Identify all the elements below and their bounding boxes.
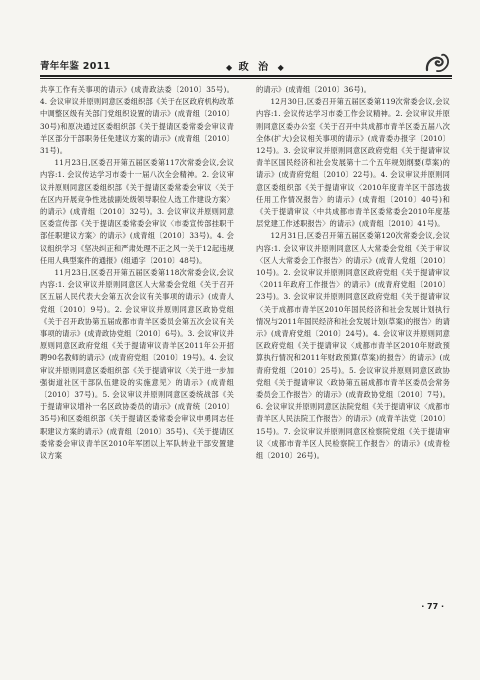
header-rule-thin — [40, 78, 452, 79]
paragraph: 共享工作有关事项的请示》(成青政法委〔2010〕35号)。4. 会议审议并原则同意区委组织部《关于在区政府机构改革中调整区级有关部门党组织设置的请示》(成青组〔2010〕30号)和原决通过区委组织部《关于提请区委常委会审议青羊区部分干部职务任免建议方案的请示》(成青组〔2010〕31号)。 — [40, 85, 234, 156]
paragraph: 12月30日,区委召开第五届区委第119次常委会议,会议内容:1. 会议传达学习市委工作会议精神。2. 会议审议并原则同意区委办公室《关于召开中共成都市青羊区委五届八次全体(扩大)会议相关事项的请示》(成青委办报字〔2010〕12号)。3. 会议审议并原则同意区政府党组《关于提请审议青羊区国民经济和社会发展第十二个五年规划纲要(草案)的请示》(成青府党组〔2010〕22号)。4. 会议审议并原则同意区委组织部《关于提请审议〈2010年度青羊区干部选拔任用工作情况报告〉的请示》(成青组〔2010〕40号)和《关于提请审议〈中共成都市青羊区委常委会2010年度基层党建工作述职报告〉的请示》(成青组〔2010〕41号)。 — [256, 97, 450, 229]
paragraph: 11月23日,区委召开第五届区委第117次常委会议,会议内容:1. 会议传达学习市委十一届八次全会精神。2. 会议审议并原则同意区委组织部《关于提请区委常委会审议〈关于在区内开展竞争性选拔副处级领导职位人选工作建设方案〉的请示》(成青组〔2010〕32号)。3. 会议审议并原则同意区委宣传部《关于提请区委常委会审议〈市委宣传部挂职干部任职建议方案〉的请示》(成青组〔2010〕33号)。4. 会议组织学习《坚决纠正和严肃处理不正之风一关于12起违规任用人典型案件的通报》(组通字〔2010〕48号)。 — [40, 158, 234, 265]
page-header — [40, 58, 452, 76]
swirl-logo-icon — [424, 52, 452, 74]
book-title: 青年年鉴 2011 — [40, 61, 111, 72]
diamond-left-icon: ◆ — [226, 62, 233, 72]
diamond-right-icon: ◆ — [277, 62, 284, 72]
left-column — [40, 84, 234, 596]
paragraph: 的请示》(成青组〔2010〕36号)。 — [256, 85, 371, 94]
paragraph: 11月23日,区委召开第五届区委第118次常委会议,会议内容:1. 会议审议并原则同意区人大常委会党组《关于召开区五届人民代表大会第五次会议有关事项的请示》(成青人党组〔2010〕9号)。2. 会议审议并原则同意区政协党组《关于召开政协第五届成都市青羊区委员会第五次会议有关事项的请示》(成青政协党组〔2010〕6号)。3. 会议审议并原则同意区政府党组《关于提请审议青羊区2011年公开招聘90名教师的请示》(成青府党组〔2010〕19号)。4. 会议审议并原则同意区委组织部《关于提请审议〈关于进一步加强街道社区干部队伍建设的实施意见〉的请示》(成青组〔2010〕37号)。5. 会议审议并原则同意区委统战部《关于提请审议增补一名区政协委员的请示》(成青统〔2010〕35号)和区委组织部《关于提请区委常委会审议申勇同志任职建议方案的请示》(成青组〔2010〕35号)、《关于提请区委常委会审议青羊区2010年军团以上军队转业干部安置建议方案 — [40, 268, 234, 461]
right-column — [256, 84, 450, 596]
paragraph: 12月31日,区委召开第五届区委第120次常委会议,会议内容:1. 会议审议并原则同意区人大常委会党组《关于审议〈区人大常委会工作报告〉的请示》(成青人党组〔2010〕10号)。2. 会议审议并原则同意区政府党组《关于提请审议〈2011年政府工作报告〉的请示》(成青府党组〔2010〕23号)。3. 会议审议并原则同意区政府党组《关于提请审议〈关于成都市青羊区2010年国民经济和社会发展计划执行情况与2011年国民经济和社会发展计划(草案)的报告〉的请示》(成青府党组〔2010〕24号)。4. 会议审议并原则同意区政府党组《关于提请审议〈成都市青羊区2010年财政预算执行情况和2011年财政预算(草案)的报告〉的请示》(成青府党组〔2010〕25号)。5. 会议审议并原则同意区政协党组《关于提请审议〈政协第五届成都市青羊区委员会常务委员会工作报告〉的请示》(成青政协党组〔2010〕7号)。6. 会议审议并原则同意区法院党组《关于提请审议〈成都市青羊区人民法院工作报告〉的请示》(成青羊法党〔2010〕15号)。7. 会议审议并原则同意区检察院党组《关于提请审议〈成都市青羊区人民检察院工作报告〉的请示》(成青检组〔2010〕26号)。 — [256, 231, 450, 461]
section-heading — [226, 58, 284, 73]
page-number: · 77 · — [421, 602, 444, 611]
section-title: 政 治 — [238, 62, 272, 73]
header-rule-thick — [40, 75, 452, 77]
